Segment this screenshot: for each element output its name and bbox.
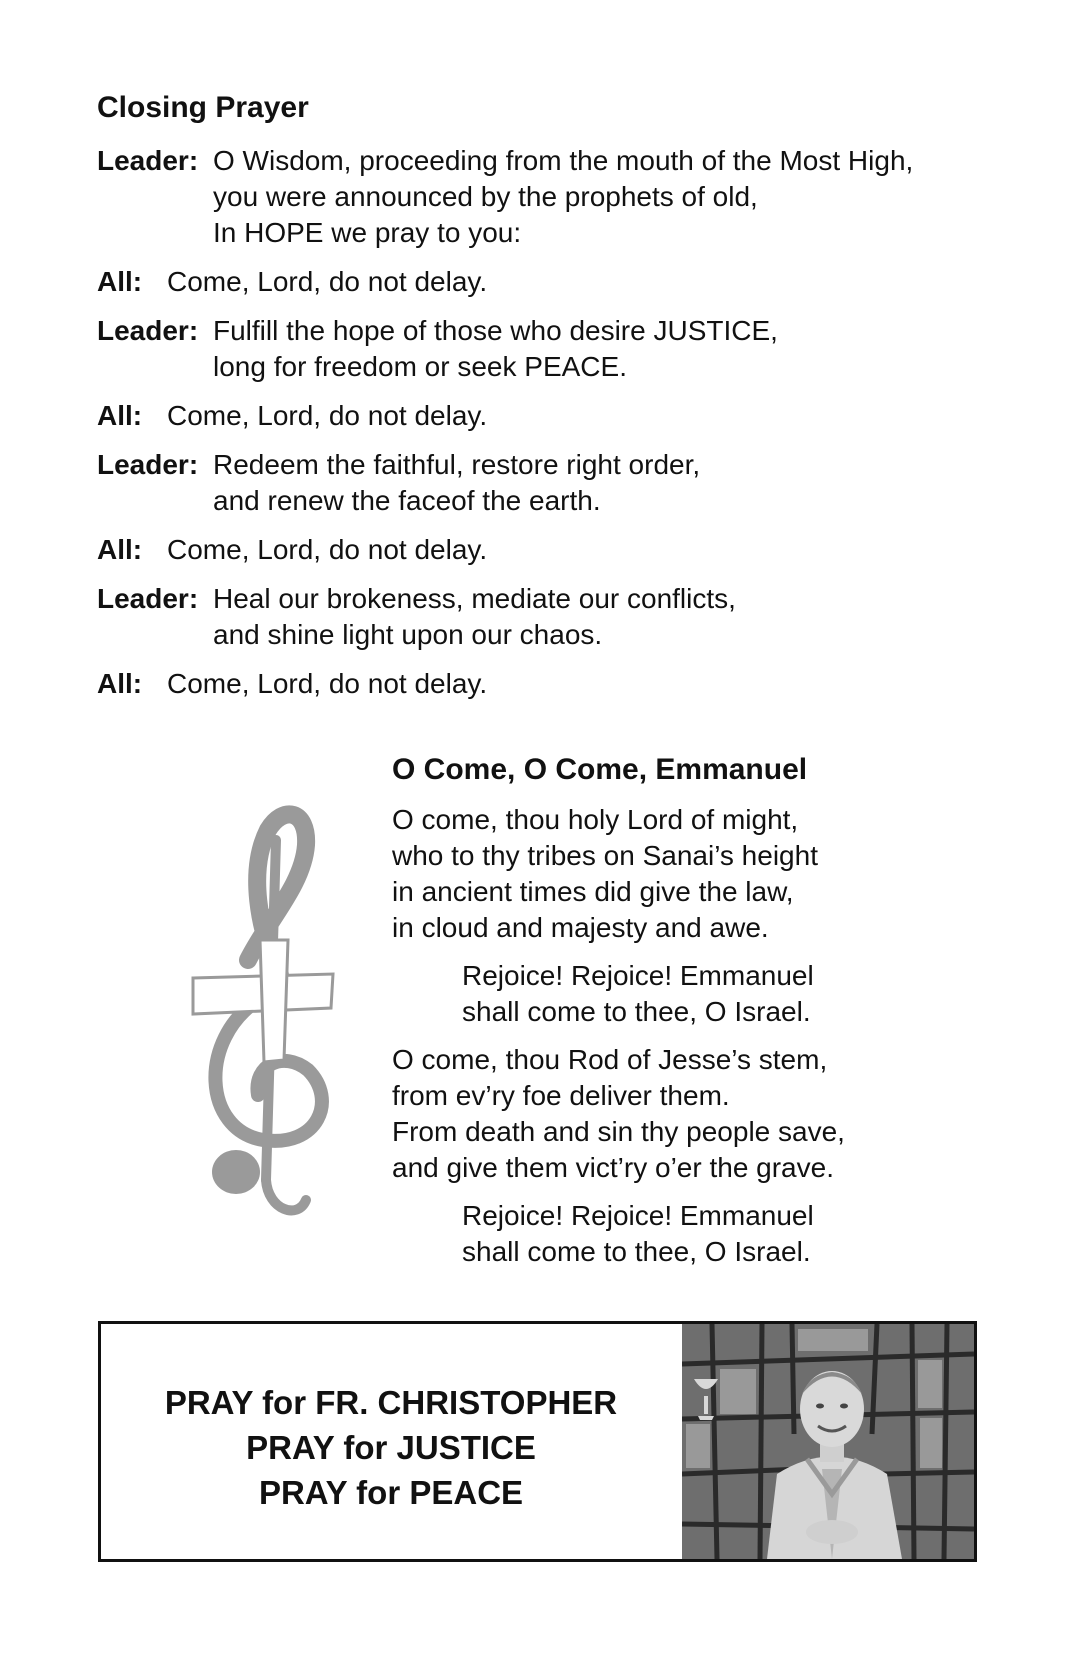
verse-line: from ev’ry foe deliver them. (392, 1080, 730, 1111)
prayer-line: Fulfill the hope of those who desire JUSTICE, (213, 315, 778, 346)
litany-exchange-all (97, 264, 1017, 300)
response-line: Come, Lord, do not delay. (167, 668, 488, 699)
prayer-line: and shine light upon our chaos. (213, 619, 603, 650)
verse-line: in ancient times did give the law, (392, 876, 794, 907)
verse-line: and give them vict’ry o’er the grave. (392, 1152, 834, 1183)
hymn-refrain (462, 958, 1012, 1030)
hymn-section (392, 752, 1012, 1282)
speaker-label: All: (97, 534, 143, 565)
response-line: Come, Lord, do not delay. (167, 400, 488, 431)
verse-line: O come, thou holy Lord of might, (392, 804, 799, 835)
speaker-label: All: (97, 400, 143, 431)
prayer-line: Redeem the faithful, restore right order, (213, 449, 701, 480)
hymn-verse (392, 802, 1012, 946)
litany-exchange-all (97, 666, 1017, 702)
speaker-label: Leader: (97, 145, 199, 176)
priest-photo (682, 1324, 974, 1559)
prayer-line: you were announced by the prophets of old, (213, 181, 758, 212)
litany-exchange-all (97, 532, 1017, 568)
refrain-line: Rejoice! Rejoice! Emmanuel (462, 960, 814, 991)
verse-line: who to thy tribes on Sanai’s height (392, 840, 818, 871)
verse-line: O come, thou Rod of Jesse’s stem, (392, 1044, 828, 1075)
speaker-label: Leader: (97, 583, 199, 614)
speaker-label: Leader: (97, 315, 199, 346)
pray-line: PRAY for JUSTICE (246, 1429, 536, 1466)
prayer-line: O Wisdom, proceeding from the mouth of the Most High, (213, 145, 914, 176)
prayer-line: Heal our brokeness, mediate our conflicts, (213, 583, 736, 614)
prayer-line: long for freedom or seek PEACE. (213, 351, 627, 382)
hymn-title: O Come, O Come, Emmanuel (392, 753, 808, 786)
prayer-line: and renew the faceof the earth. (213, 485, 601, 516)
page-title: Closing Prayer (97, 91, 309, 124)
response-line: Come, Lord, do not delay. (167, 266, 488, 297)
prayer-line: In HOPE we pray to you: (213, 217, 522, 248)
speaker-label: Leader: (97, 449, 199, 480)
speaker-label: All: (97, 266, 143, 297)
refrain-line: shall come to thee, O Israel. (462, 996, 811, 1027)
refrain-line: Rejoice! Rejoice! Emmanuel (462, 1200, 814, 1231)
treble-clef-cross-icon (188, 800, 358, 1240)
pray-line: PRAY for PEACE (258, 1474, 524, 1511)
refrain-line: shall come to thee, O Israel. (462, 1236, 811, 1267)
litany-exchange-leader (97, 447, 1017, 519)
pray-message (101, 1380, 681, 1515)
hymn-refrain (462, 1198, 1012, 1270)
closing-prayer-litany (97, 143, 1017, 715)
litany-exchange-leader (97, 143, 1017, 251)
verse-line: From death and sin thy people save, (392, 1116, 845, 1147)
pray-box (98, 1321, 977, 1562)
speaker-label: All: (97, 668, 143, 699)
litany-exchange-all (97, 398, 1017, 434)
verse-line: in cloud and majesty and awe. (392, 912, 769, 943)
pray-line: PRAY for FR. CHRISTOPHER (164, 1384, 618, 1421)
litany-exchange-leader (97, 313, 1017, 385)
hymn-verse (392, 1042, 1012, 1186)
response-line: Come, Lord, do not delay. (167, 534, 488, 565)
litany-exchange-leader (97, 581, 1017, 653)
